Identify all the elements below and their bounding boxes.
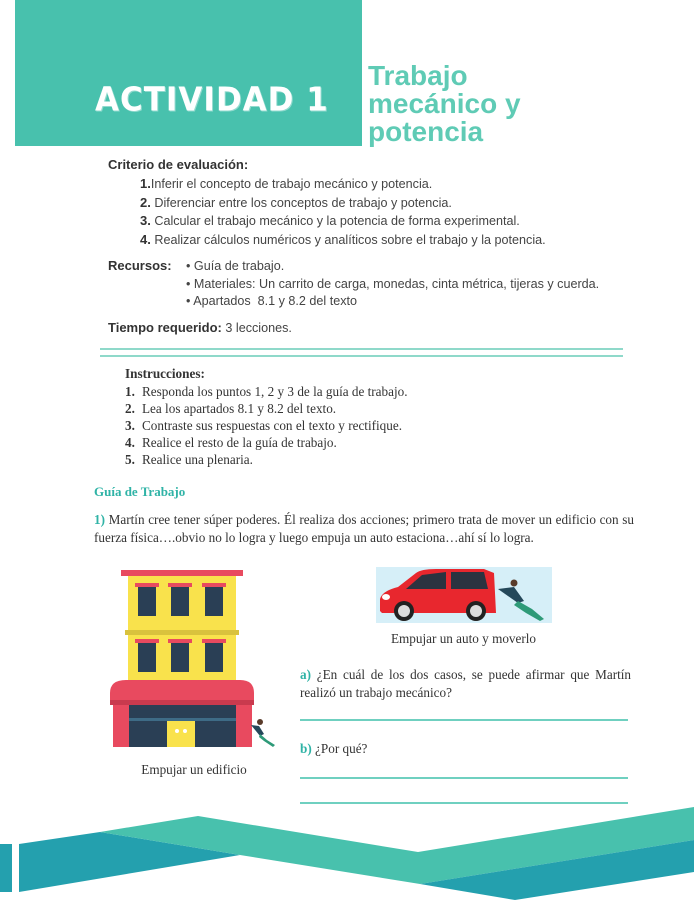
- recursos-heading: Recursos:: [108, 258, 172, 273]
- criterio-list: [140, 175, 546, 249]
- criterio-item: [140, 175, 546, 194]
- criterio-heading: Criterio de evaluación:: [108, 157, 249, 172]
- person-pushing-building-icon: [249, 718, 279, 748]
- instruccion-item: [125, 417, 408, 434]
- item-text: Diferenciar entre los conceptos de trabajo y potencia.: [154, 195, 452, 210]
- page-title: [368, 62, 521, 146]
- item-text: Lea los apartados 8.1 y 8.2 del texto.: [142, 401, 337, 416]
- recurso-item: • Apartados 8.1 y 8.2 del texto: [186, 294, 358, 309]
- item-text: Contraste sus respuestas con el texto y rectifique.: [142, 418, 403, 433]
- item-number: 2.: [140, 194, 151, 210]
- guia-heading: Guía de Trabajo: [94, 484, 186, 499]
- recurso-item: • Materiales: Un carrito de carga, monedas, cinta métrica, tijeras y cuerda.: [186, 276, 600, 291]
- item-number: 5.: [125, 452, 135, 467]
- question-text: Martín cree tener súper poderes. Él realiza dos acciones; primero trata de mover un edificio con su fuerza física….obvio no lo logra y luego empuja un auto estaciona…ahí sí lo logra.: [94, 512, 634, 545]
- criterio-item: [140, 194, 546, 213]
- title-line: potencia: [368, 116, 484, 147]
- question-1: [94, 511, 634, 547]
- recurso-item: • Guía de trabajo.: [186, 259, 285, 273]
- footer-band: [0, 800, 694, 900]
- instruccion-item: [125, 434, 408, 451]
- question-text: ¿Por qué?: [315, 741, 368, 756]
- instrucciones: [125, 365, 408, 468]
- item-number: 3.: [140, 213, 151, 229]
- car-illustration: [376, 567, 552, 623]
- instrucciones-heading: Instrucciones:: [125, 366, 205, 381]
- answer-line-b1[interactable]: [300, 777, 628, 779]
- door: [167, 721, 195, 747]
- roof-trim: [121, 570, 243, 576]
- instruccion-item: [125, 400, 408, 417]
- answer-line-a[interactable]: [300, 719, 628, 721]
- recursos-list: [186, 258, 599, 311]
- instruccion-item: [125, 451, 408, 468]
- tiempo-row: [108, 320, 292, 335]
- item-number: 3.: [125, 418, 135, 433]
- tiempo-heading: Tiempo requerido:: [108, 320, 222, 335]
- caption-building: Empujar un edificio: [141, 762, 247, 777]
- divider: [100, 348, 623, 350]
- item-number: 2.: [125, 401, 135, 416]
- building-illustration: [108, 568, 258, 748]
- item-text: Responda los puntos 1, 2 y 3 de la guía de trabajo.: [142, 384, 408, 399]
- question-a: [300, 666, 631, 702]
- activity-banner: [15, 0, 362, 146]
- divider: [100, 355, 623, 357]
- question-number: 1): [94, 512, 105, 527]
- title-line: mecánico y: [368, 88, 521, 119]
- item-text: Realice una plenaria.: [142, 452, 253, 467]
- item-text: Realizar cálculos numéricos y analíticos sobre el trabajo y la potencia.: [154, 232, 546, 247]
- item-number: 4.: [140, 231, 151, 247]
- item-text: Inferir el concepto de trabajo mecánico y potencia.: [150, 177, 433, 191]
- activity-label: ACTIVIDAD 1: [95, 81, 329, 119]
- item-number: 1.: [125, 384, 135, 399]
- item-text: Realice el resto de la guía de trabajo.: [142, 435, 337, 450]
- title-line: Trabajo: [368, 60, 468, 91]
- question-label: a): [300, 667, 311, 682]
- item-text: Calcular el trabajo mecánico y la potencia de forma experimental.: [154, 214, 520, 229]
- criterio-item: [140, 212, 546, 231]
- tiempo-value: 3 lecciones.: [225, 321, 292, 335]
- item-number: 1.: [140, 176, 151, 191]
- instruccion-item: [125, 383, 408, 400]
- item-number: 4.: [125, 435, 135, 450]
- question-text: ¿En cuál de los dos casos, se puede afirmar que Martín realizó un trabajo mecánico?: [300, 667, 632, 700]
- criterio-item: [140, 231, 546, 250]
- caption-car: Empujar un auto y moverlo: [390, 631, 537, 646]
- question-label: b): [300, 741, 312, 756]
- question-b: [300, 741, 367, 757]
